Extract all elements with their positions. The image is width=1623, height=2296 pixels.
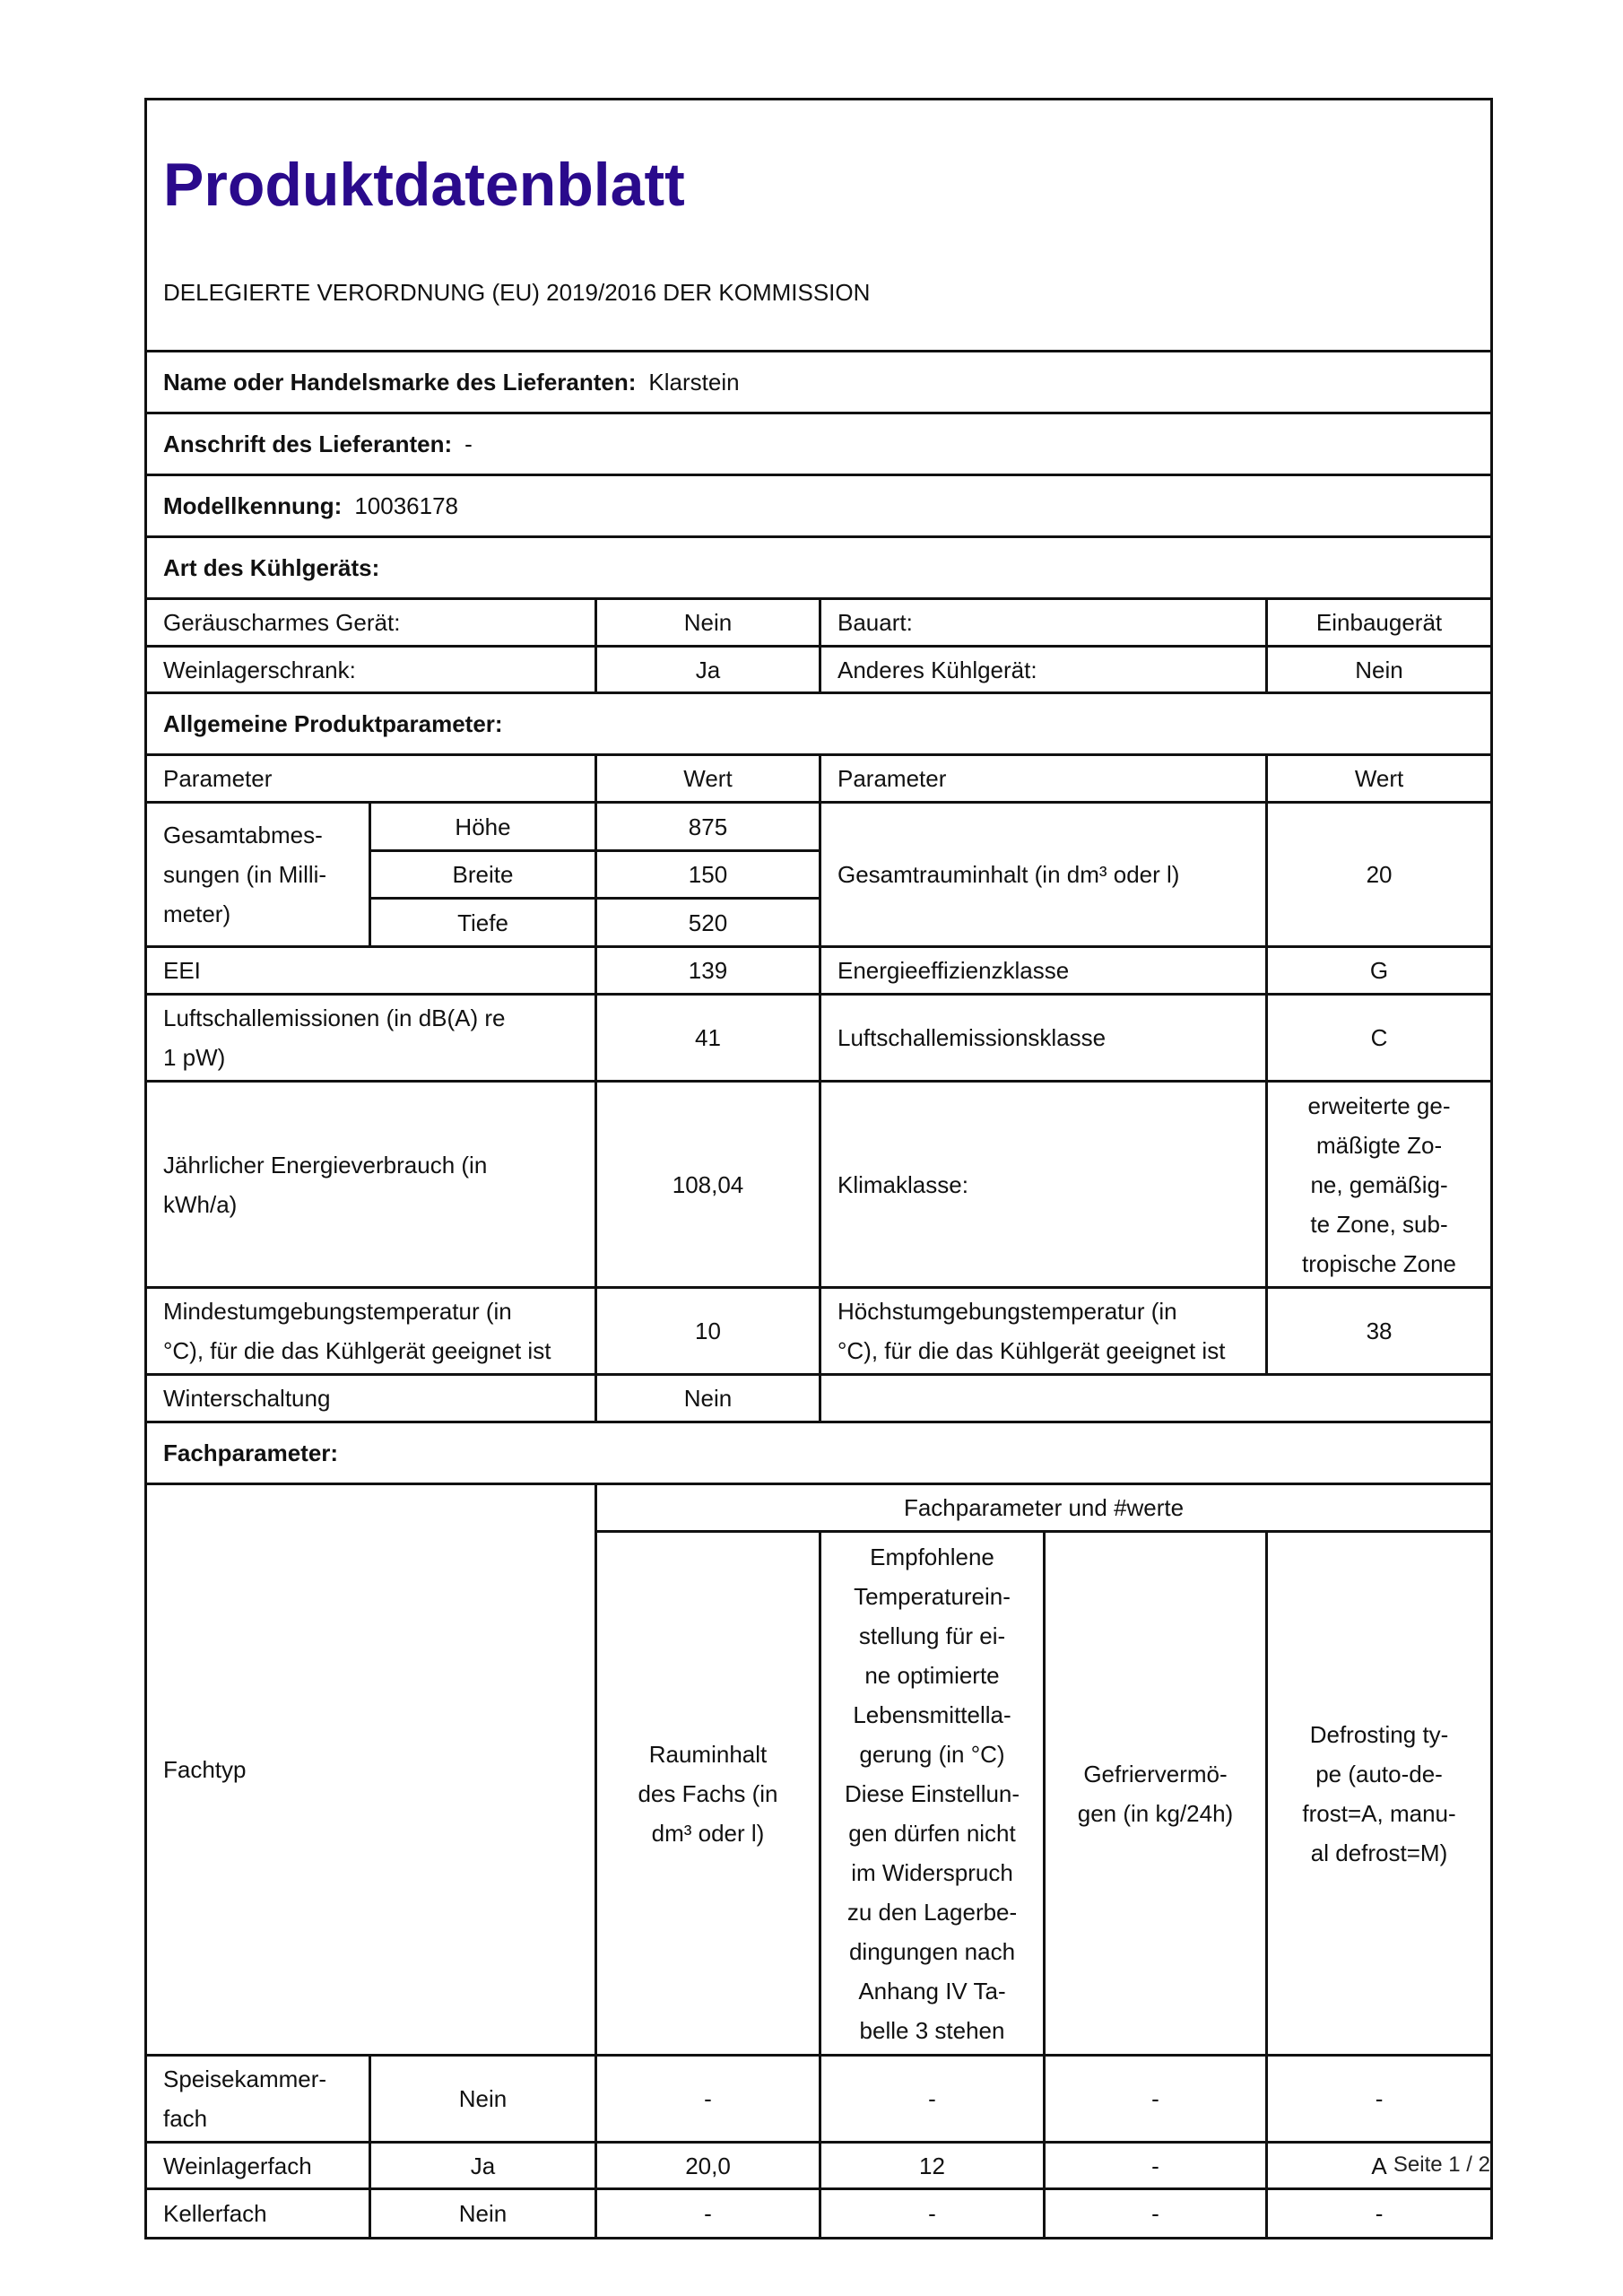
table-row (146, 995, 1492, 1082)
type-label: Bauart: (820, 599, 1267, 647)
winter-value: Nein (596, 1375, 820, 1422)
compartment-present: Nein (370, 2056, 596, 2143)
height-value: 875 (596, 803, 820, 851)
type-value: Nein (1267, 647, 1492, 693)
dimensions-row (146, 803, 1492, 851)
volume-label: Gesamtrauminhalt (in dm³ oder l) (820, 803, 1267, 947)
page-number: Seite 1 / 2 (1393, 2152, 1490, 2177)
volume-value: 20 (1267, 803, 1492, 947)
general-header-row (146, 755, 1492, 803)
group-header: Fachparameter und #werte (596, 1484, 1492, 1532)
model-label: Modellkennung: (163, 492, 343, 519)
param-label: Energieeffizienzklasse (820, 947, 1267, 995)
compartment-value: - (1045, 2189, 1267, 2239)
dimensions-label: Gesamtabmes- sungen (in Milli- meter) (146, 803, 370, 947)
param-value: 139 (596, 947, 820, 995)
compartment-name: Speisekammer- fach (146, 2056, 370, 2143)
compartment-value: - (596, 2189, 820, 2239)
param-value: 41 (596, 995, 820, 1082)
table-row (146, 599, 1492, 647)
param-label: Jährlicher Energieverbrauch (in kWh/a) (146, 1082, 596, 1288)
compartment-value: - (1045, 2143, 1267, 2189)
compartment-value: A (1267, 2143, 1492, 2189)
empty-cell (820, 1375, 1492, 1422)
address-label: Anschrift des Lieferanten: (163, 430, 453, 457)
model-row (146, 475, 1492, 537)
table-row (146, 2189, 1492, 2239)
type-label: Geräuscharmes Gerät: (146, 599, 596, 647)
table-row (146, 1082, 1492, 1288)
param-label: Mindestumgebungstemperatur (in °C), für die das Kühlgerät geeignet ist (146, 1288, 596, 1375)
compartment-value: - (596, 2056, 820, 2143)
type-label: Anderes Kühlgerät: (820, 647, 1267, 693)
compartment-name: Weinlagerfach (146, 2143, 370, 2189)
height-label: Höhe (370, 803, 596, 851)
param-value: 108,04 (596, 1082, 820, 1288)
col-header-temperature: Empfohlene Temperaturein- stellung für ei- ne optimierte Lebensmittella- gerung (in °C) Diese Einstellun- gen dürfen nicht im Widerspruch zu den Lagerbe- dingungen nach Anhang IV Ta- belle 3 stehen (820, 1532, 1045, 2056)
address-row (146, 413, 1492, 475)
type-value: Nein (596, 599, 820, 647)
compartment-section-heading: Fachparameter: (146, 1422, 1492, 1484)
compartment-value: - (820, 2189, 1045, 2239)
winter-label: Winterschaltung (146, 1375, 596, 1422)
table-row (146, 2143, 1492, 2189)
col-header: Parameter (146, 755, 596, 803)
compartment-value: - (1267, 2056, 1492, 2143)
col-header-freezing: Gefriervermö- gen (in kg/24h) (1045, 1532, 1267, 2056)
table-row (146, 1288, 1492, 1375)
supplier-value: Klarstein (648, 369, 740, 396)
compartment-value: - (1267, 2189, 1492, 2239)
regulation-subtitle: DELEGIERTE VERORDNUNG (EU) 2019/2016 DER KOMMISSION (163, 279, 871, 306)
param-label: EEI (146, 947, 596, 995)
table-row (146, 647, 1492, 693)
fachtyp-header: Fachtyp (146, 1484, 596, 2056)
compartment-value: 12 (820, 2143, 1045, 2189)
address-value: - (464, 430, 473, 457)
param-value: 38 (1267, 1288, 1492, 1375)
col-header-defrost: Defrosting ty- pe (auto-de- frost=A, manu- al defrost=M) (1267, 1532, 1492, 2056)
header-cell (146, 100, 1492, 352)
param-value: C (1267, 995, 1492, 1082)
type-section-heading: Art des Kühlgeräts: (146, 537, 1492, 599)
compartment-value: - (820, 2056, 1045, 2143)
width-label: Breite (370, 851, 596, 899)
col-header: Parameter (820, 755, 1267, 803)
param-value: erweiterte ge- mäßigte Zo- ne, gemäßig- te Zone, sub- tropische Zone (1267, 1082, 1492, 1288)
compartment-present: Ja (370, 2143, 596, 2189)
supplier-row (146, 352, 1492, 413)
table-row (146, 2056, 1492, 2143)
param-label: Höchstumgebungstemperatur (in °C), für die das Kühlgerät geeignet ist (820, 1288, 1267, 1375)
general-section-heading: Allgemeine Produktparameter: (146, 693, 1492, 755)
compartment-header-row (146, 1484, 1492, 1532)
col-header-volume: Rauminhalt des Fachs (in dm³ oder l) (596, 1532, 820, 2056)
table-row (146, 947, 1492, 995)
col-header: Wert (1267, 755, 1492, 803)
type-value: Einbaugerät (1267, 599, 1492, 647)
product-data-sheet (144, 98, 1493, 2239)
depth-label: Tiefe (370, 899, 596, 947)
col-header: Wert (596, 755, 820, 803)
type-label: Weinlagerschrank: (146, 647, 596, 693)
param-label: Luftschallemissionsklasse (820, 995, 1267, 1082)
width-value: 150 (596, 851, 820, 899)
param-label: Luftschallemissionen (in dB(A) re 1 pW) (146, 995, 596, 1082)
winter-row (146, 1375, 1492, 1422)
model-value: 10036178 (354, 492, 459, 519)
type-value: Ja (596, 647, 820, 693)
param-value: G (1267, 947, 1492, 995)
compartment-present: Nein (370, 2189, 596, 2239)
depth-value: 520 (596, 899, 820, 947)
param-label: Klimaklasse: (820, 1082, 1267, 1288)
supplier-label: Name oder Handelsmarke des Lieferanten: (163, 369, 637, 396)
compartment-value: 20,0 (596, 2143, 820, 2189)
compartment-value: - (1045, 2056, 1267, 2143)
param-value: 10 (596, 1288, 820, 1375)
compartment-name: Kellerfach (146, 2189, 370, 2239)
page-title: Produktdatenblatt (163, 151, 685, 219)
header-row (146, 100, 1492, 352)
